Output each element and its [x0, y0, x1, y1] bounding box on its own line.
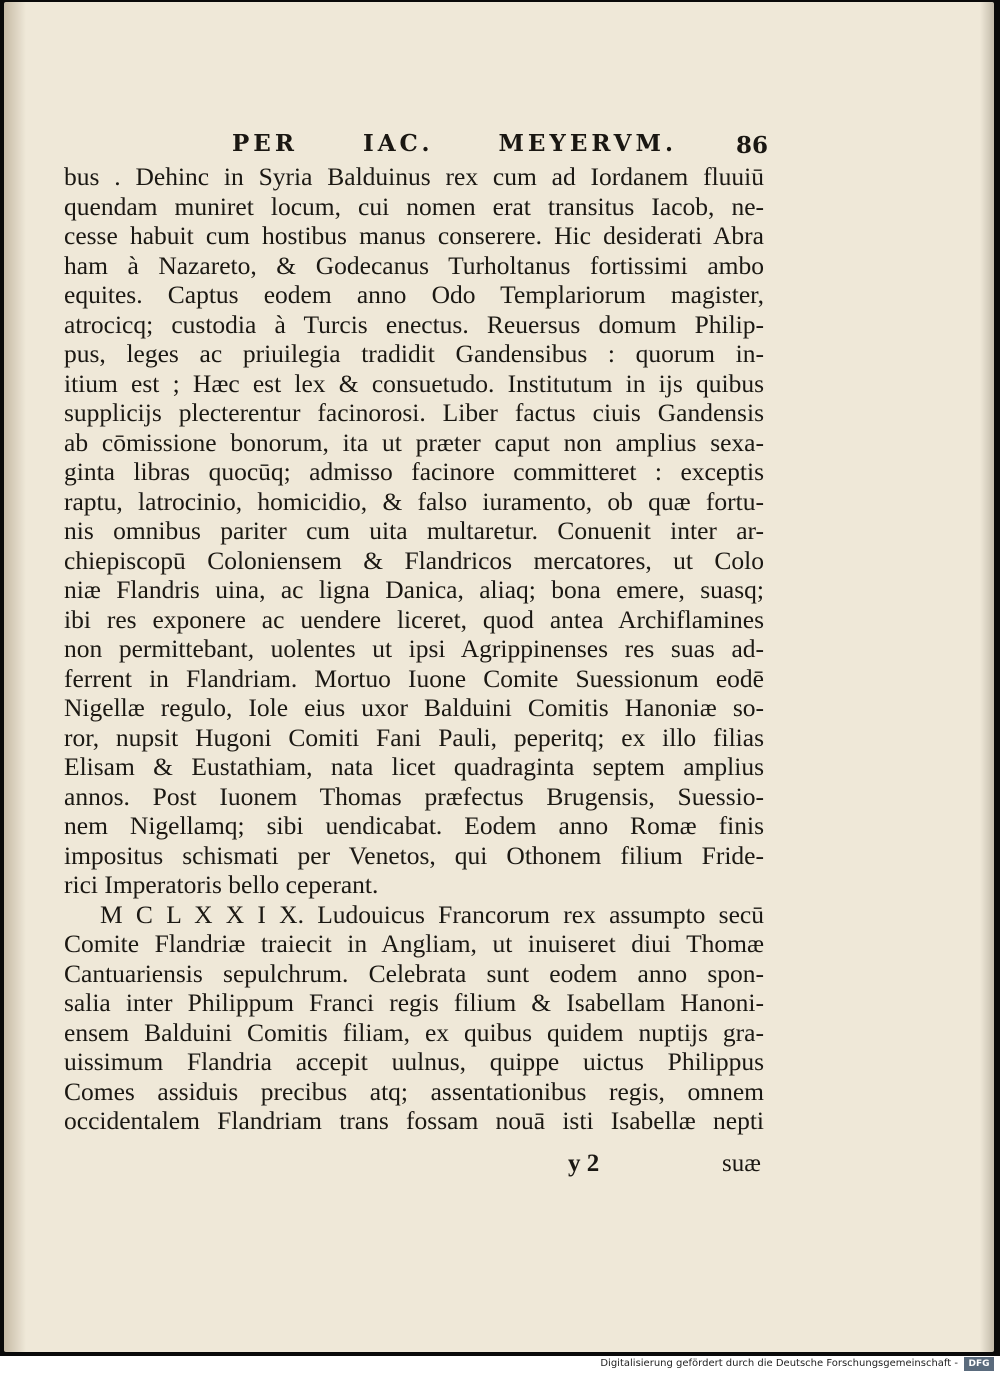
- running-head: [232, 130, 772, 157]
- text-line: equites. Captus eodem anno Odo Templariorum magister,: [64, 280, 764, 309]
- text-line: Comite Flandriæ traiecit in Angliam, ut inuiseret diui Thomæ: [64, 929, 764, 958]
- text-line: ibi res exponere ac uendere liceret, quod antea Archiflamines: [64, 604, 764, 634]
- text-line: niæ Flandris uina, ac ligna Danica, aliaq; bona emere, suasq;: [64, 575, 764, 604]
- text-line: supplicijs plecterentur facinorosi. Liber factus ciuis Gandensis: [64, 398, 764, 427]
- text-line: atrocicq; custodia à Turcis enectus. Reuersus domum Philip-: [64, 309, 764, 339]
- text-line: M C L X X I X. Ludouicus Francorum rex assumpto secū: [100, 899, 764, 929]
- running-head-word: PER: [232, 130, 298, 157]
- page-number: 86: [736, 132, 769, 159]
- text-line: Elisam & Eustathiam, nata licet quadraginta septem amplius: [64, 752, 764, 781]
- text-line: bus . Dehinc in Syria Balduinus rex cum ad Iordanem fluuiū: [64, 162, 764, 191]
- text-line: ensem Balduini Comitis filiam, ex quibus quidem nuptijs gra-: [64, 1017, 764, 1047]
- text-line: ham à Nazareto, & Godecanus Turholtanus fortissimi ambo: [64, 250, 764, 280]
- text-line: impositus schismati per Venetos, qui Othonem filium Fride-: [64, 840, 764, 870]
- catchword: suæ: [722, 1150, 761, 1177]
- text-line: salia inter Philippum Franci regis filium & Isabellam Hanoni-: [64, 988, 764, 1017]
- text-line: ror, nupsit Hugoni Comiti Fani Pauli, peperitq; ex illo filias: [64, 722, 764, 752]
- text-line: pus, leges ac priuilegia tradidit Gandensibus : quorum in-: [64, 339, 764, 368]
- text-line: Nigellæ regulo, Iole eius uxor Balduini Comitis Hanoniæ so-: [64, 693, 764, 722]
- text-line: raptu, latrocinio, homicidio, & falso iuramento, ob quæ fortu-: [64, 486, 764, 516]
- text-line: occidentalem Flandriam trans fossam nouā isti Isabellæ nepti: [64, 1106, 764, 1135]
- text-line: nem Nigellamq; sibi uendicabat. Eodem anno Romæ finis: [64, 811, 764, 840]
- body-text: [64, 162, 764, 1136]
- text-line: Comes assiduis precibus atq; assentationibus regis, omnem: [64, 1076, 764, 1106]
- dfg-logo: DFG: [964, 1357, 994, 1371]
- text-line: rici Imperatoris bello ceperant.: [64, 870, 379, 899]
- text-line: quendam muniret locum, cui nomen erat transitus Iacob, ne-: [64, 191, 764, 221]
- text-line: Cantuariensis sepulchrum. Celebrata sunt eodem anno spon-: [64, 958, 764, 988]
- text-line: uissimum Flandria accepit uulnus, quippe uictus Philippus: [64, 1047, 764, 1076]
- text-line: cesse habuit cum hostibus manus conserere. Hic desiderati Abra: [64, 221, 764, 250]
- text-line: annos. Post Iuonem Thomas præfectus Brugensis, Suessio-: [64, 781, 764, 811]
- running-head-word: MEYERVM.: [498, 130, 677, 157]
- text-line: ginta libras quocūq; admisso facinore committeret : exceptis: [64, 457, 764, 486]
- text-line: chiepiscopū Coloniensem & Flandricos mercatores, ut Colo: [64, 545, 764, 575]
- text-line: nis omnibus pariter cum uita multaretur. Conuenit inter ar-: [64, 516, 764, 545]
- footer-credit: Digitalisierung gefördert durch die Deutsche Forschungsgemeinschaft -: [600, 1358, 958, 1369]
- text-line: itium est ; Hæc est lex & consuetudo. Institutum in ijs quibus: [64, 368, 764, 398]
- text-line: ferrent in Flandriam. Mortuo Iuone Comite Suessionum eodē: [64, 663, 764, 693]
- text-line: non permittebant, uolentes ut ipsi Agrippinenses res suas ad-: [64, 634, 764, 663]
- running-head-word: IAC.: [362, 130, 434, 157]
- signature-mark: y 2: [568, 1150, 600, 1177]
- text-line: ab cōmissione bonorum, ita ut præter caput non amplius sexa-: [64, 427, 764, 457]
